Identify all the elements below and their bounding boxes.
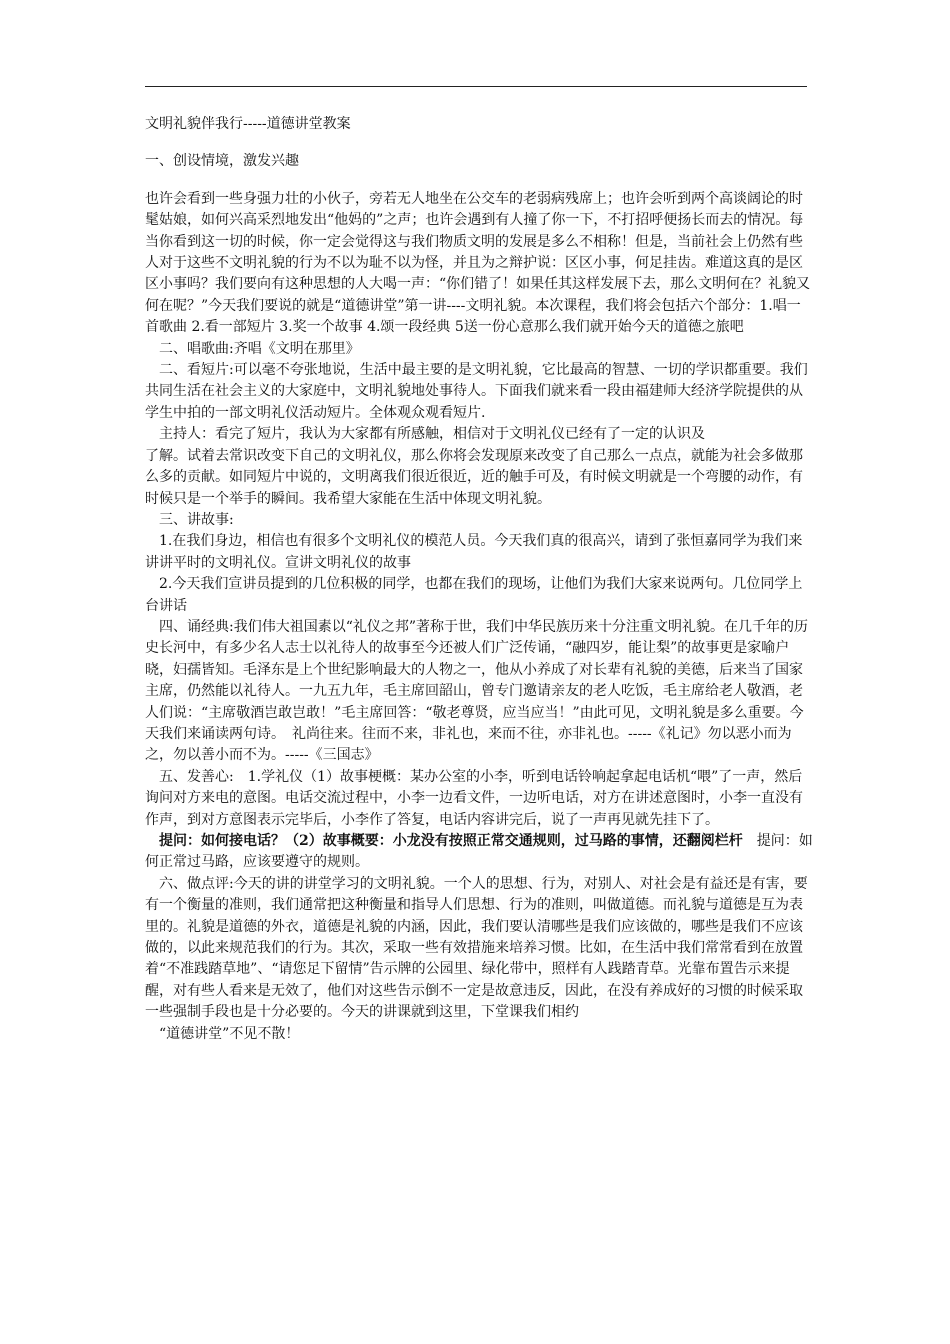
sing-paragraph: 二、唱歌曲:齐唱《文明在那里》 (145, 340, 360, 357)
section-heading-1: 一、创设情境，激发兴趣 (145, 153, 299, 170)
question-paragraph (145, 831, 813, 874)
kind-paragraph: 五、发善心: 1.学礼仪（1）故事梗概：某办公室的小李，听到电话铃响起拿起电话机“喂”了一声，然后询问对方来电的意图。电话交流过程中，小李一边看文件，一边听电话，对方在讲述意图时，小李一直没有作声，到对方意图表示完毕后，小李作了答复，电话内容讲完后，说了一声再见就先挂下了。 (145, 768, 803, 828)
closing-paragraph: “道德讲堂”不见不散！ (145, 1025, 300, 1042)
film-paragraph: 二、看短片:可以毫不夸张地说，生活中最主要的是文明礼貌，它比最高的智慧、一切的学识都重要。我们共同生活在社会主义的大家庭中，文明礼貌地处事待人。下面我们就来看一段由福建师大经济学院提供的从学生中拍的一部文明礼仪活动短片。全体观众观看短片. (145, 362, 808, 421)
intro-paragraph: 也许会看到一些身强力壮的小伙子，旁若无人地坐在公交车的老弱病残席上；也许会听到两个高谈阔论的时髦姑娘，如何兴高采烈地发出“他妈的”之声；也许会遇到有人撞了你一下，不打招呼便扬长而去的情况。每当你看到这一切的时候，你一定会觉得这与我们物质文明的发展是多么不相称！但是，当前社会上仍然有些人对于这些不文明礼貌的行为不以为耻不以为怪，并且为之辩护说：区区小事，何足挂齿。难道这真的是区区小事吗？我们要向有这种思想的人大喝一声：“你们错了！如果任其这样发展下去，那么文明何在？礼貌又何在呢？”今天我们要说的就是“道德讲堂”第一讲----文明礼貌。本次课程，我们将会包括六个部分：1.唱一首歌曲 2.看一部短片 3.奖一个故事 4.颂一段经典 5送一份心意那么我们就开始今天的道德之旅吧 (145, 190, 811, 336)
question-bold-text: 提问：如何接电话？（2）故事概要：小龙没有按照正常交通规则，过马路的事情，还翻阅栏杆 (145, 833, 743, 849)
header-rule (145, 86, 807, 87)
review-paragraph: 六、做点评:今天的讲的讲堂学习的文明礼貌。一个人的思想、行为，对别人、对社会是有益还是有害，要有一个衡量的准则，我们通常把这种衡量和指导人们思想、行为的准则，叫做道德。而礼貌与道德是互为表里的。礼貌是道德的外衣，道德是礼貌的内涵，因此，我们要认清哪些是我们应该做的，哪些是我们不应该做的，以此来规范我们的行为。其次，采取一些有效措施来培养习惯。比如，在生活中我们常常看到在放置着“不准践踏草地”、“请您足下留情”告示牌的公园里、绿化带中，照样有人践踏青草。光靠布置告示来提醒，对有些人看来是无效了，他们对这些告示倒不一定是故意违反，因此，在没有养成好的习惯的时候采取一些强制手段也是十分必要的。今天的讲课就到这里，下堂课我们相约 (145, 875, 808, 1021)
document-title: 文明礼貌伴我行-----道德讲堂教案 (145, 116, 351, 132)
document-body (145, 114, 813, 1045)
story-heading: 三、讲故事: (145, 511, 234, 528)
host-continued-paragraph: 了解。试着去常识改变下自己的文明礼仪，那么你将会发现原来改变了自己那么一点点，就能为社会多做那么多的贡献。如同短片中说的，文明离我们很近很近，近的触手可及，有时候文明就是一个弯腰的动作，有时候只是一个举手的瞬间。我希望大家能在生活中体现文明礼貌。 (145, 447, 803, 507)
host-paragraph: 主持人：看完了短片，我认为大家都有所感触，相信对于文明礼仪已经有了一定的认识及 (145, 426, 705, 443)
story-item-2: 2.今天我们宣讲员提到的几位积极的同学，也都在我们的现场，让他们为我们大家来说两句。几位同学上台讲话 (145, 576, 803, 614)
classic-paragraph: 四、诵经典:我们伟大祖国素以“礼仪之邦”著称于世，我们中华民族历来十分注重文明礼貌。在几千年的历史长河中，有多少名人志士以礼待人的故事至今还被人们广泛传诵，“融四岁，能让梨”的故事更是家喻户晓，妇孺皆知。毛泽东是上个世纪影响最大的人物之一，他从小养成了对长辈有礼貌的美德，后来当了国家主席，仍然能以礼待人。一九五九年，毛主席回韶山，曾专门邀请亲友的老人吃饭，毛主席给老人敬酒，老人们说：“主席敬酒岂敢岂敢！”毛主席回答：“敬老尊贤，应当应当！”由此可见，文明礼貌是多么重要。今天我们来诵读两句诗。 礼尚往来。往而不来，非礼也，来而不往，亦非礼也。-----《礼记》勿以恶小而为之，勿以善小而不为。-----《三国志》 (145, 618, 809, 764)
story-item-1: 1.在我们身边，相信也有很多个文明礼仪的模范人员。今天我们真的很高兴，请到了张恒嘉同学为我们来讲讲平时的文明礼仪。宣讲文明礼仪的故事 (145, 533, 803, 571)
question-normal-text: 提问：如何正常过马路，应该要遵守的规则。 (145, 833, 813, 871)
